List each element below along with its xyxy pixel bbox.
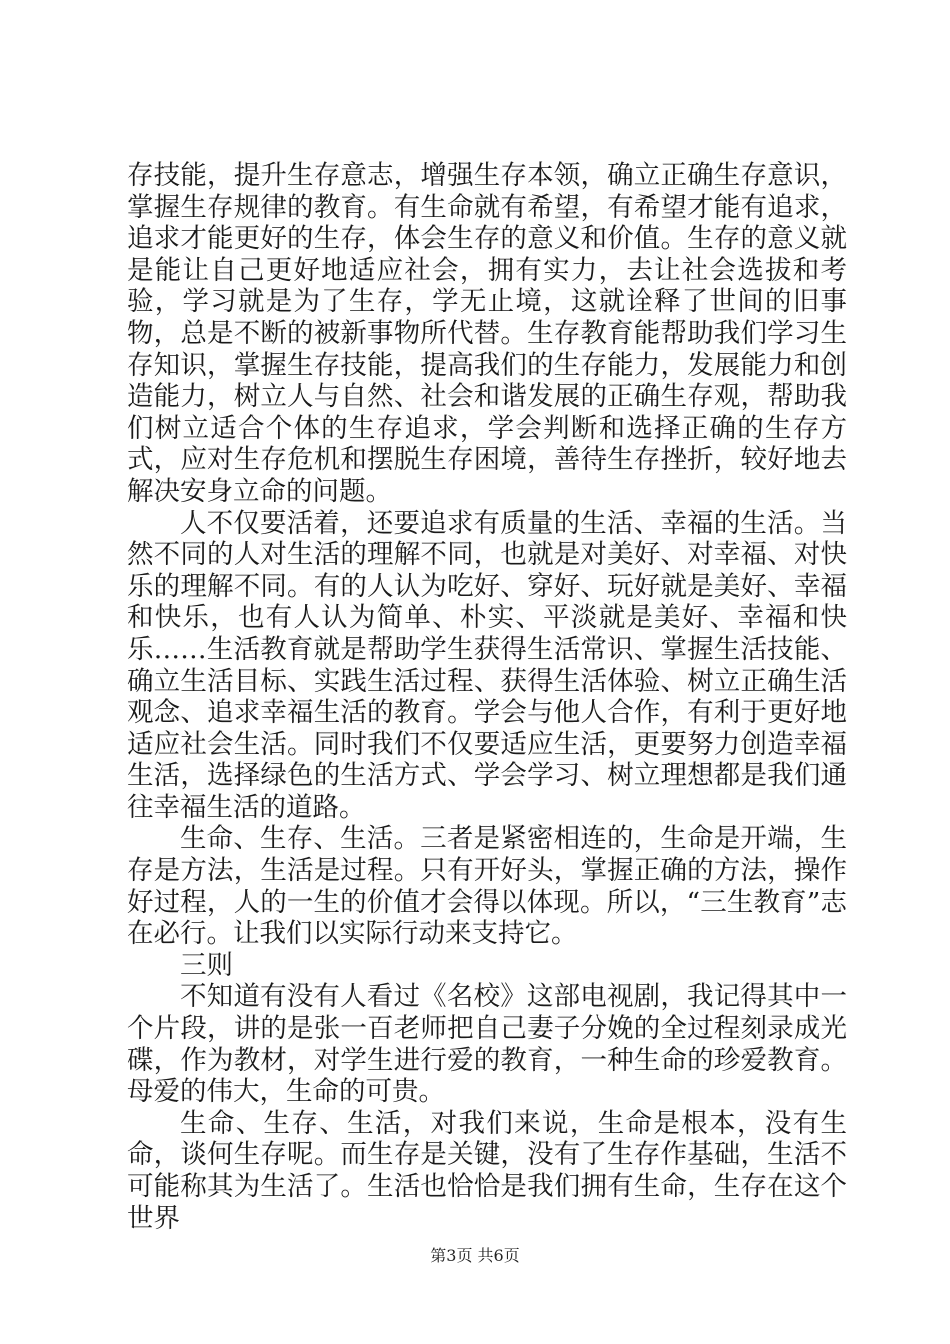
section-heading-three: 三则	[180, 949, 233, 981]
paragraph-three-lives-summary: 生命、生存、生活。三者是紧密相连的，生命是开端，生存是方法，生活是过程。只有开好头，掌握正确的方法，操作好过程，人的一生的价值才会得以体现。所以，“三生教育”志在必行。让我们以实际行动来支持它。	[127, 823, 847, 950]
paragraph-life-education: 人不仅要活着，还要追求有质量的生活、幸福的生活。当然不同的人对生活的理解不同，也就是对美好、对幸福、对快乐的理解不同。有的人认为吃好、穿好、玩好就是美好、幸福和快乐，也有人认为简单、朴实、平淡就是美好、幸福和快乐……生活教育就是帮助学生获得生活常识、掌握生活技能、确立生活目标、实践生活过程、获得生活体验、树立正确生活观念、追求幸福生活的教育。学会与他人合作，有利于更好地适应社会生活。同时我们不仅要适应生活，更要努力创造幸福生活，选择绿色的生活方式、学会学习、树立理想都是我们通往幸福生活的道路。	[127, 507, 847, 823]
paragraph-tv-drama: 不知道有没有人看过《名校》这部电视剧，我记得其中一个片段，讲的是张一百老师把自己妻子分娩的全过程刻录成光碟，作为教材，对学生进行爱的教育，一种生命的珍爱教育。母爱的伟大，生命的可贵。	[127, 981, 847, 1108]
paragraph-life-foundation: 生命、生存、生活，对我们来说，生命是根本，没有生命，谈何生存呢。而生存是关键，没有了生存作基础，生活不可能称其为生活了。生活也恰恰是我们拥有生命，生存在这个世界	[127, 1107, 847, 1234]
page-footer: 第3页 共6页	[430, 1246, 520, 1265]
paragraph-survival-education: 存技能，提升生存意志，增强生存本领，确立正确生存意识，掌握生存规律的教育。有生命就有希望，有希望才能有追求，追求才能更好的生存，体会生存的意义和价值。生存的意义就是能让自己更好地适应社会，拥有实力，去让社会选拔和考验，学习就是为了生存，学无止境，这就诠释了世间的旧事物，总是不断的被新事物所代替。生存教育能帮助我们学习生存知识，掌握生存技能，提高我们的生存能力，发展能力和创造能力，树立人与自然、社会和谐发展的正确生存观，帮助我们树立适合个体的生存追求，学会判断和选择正确的生存方式，应对生存危机和摆脱生存困境，善待生存挫折，较好地去解决安身立命的问题。	[127, 160, 847, 507]
document-body	[127, 160, 847, 1234]
